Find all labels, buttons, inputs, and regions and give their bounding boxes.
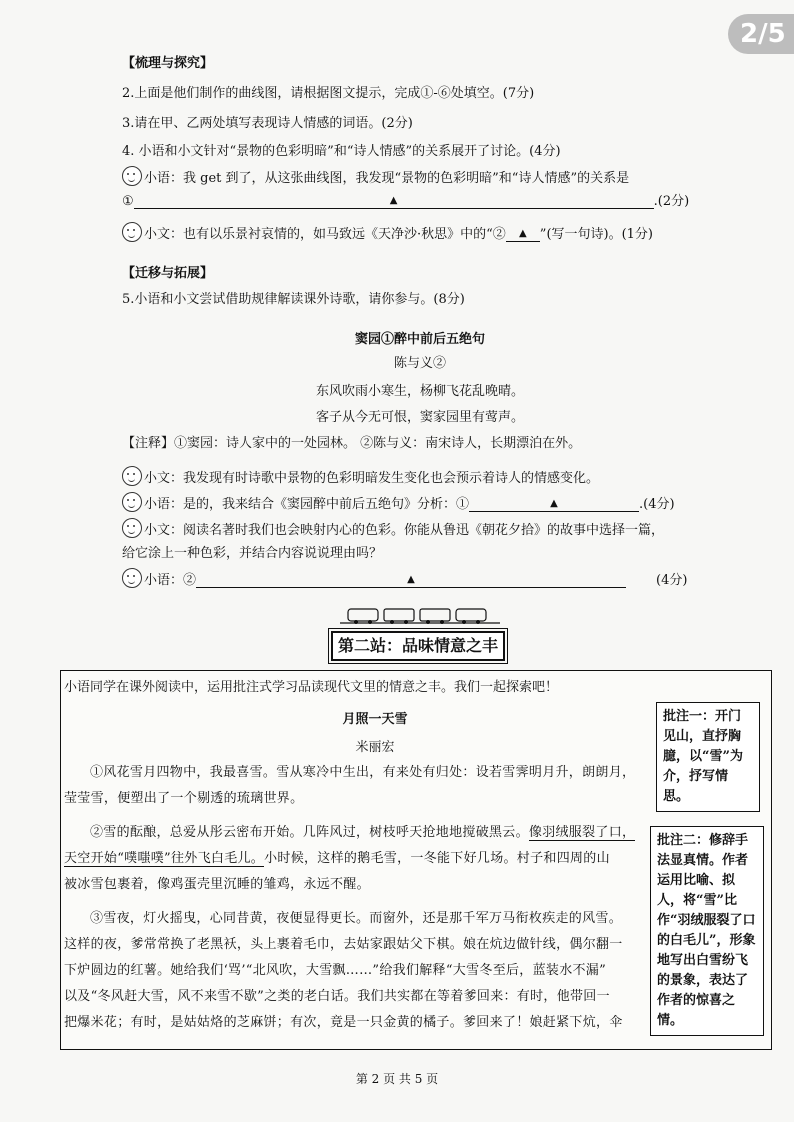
train-icon bbox=[340, 603, 500, 625]
essay-text: ②雪的酝酿，总爱从彤云密布开始。几阵风过，树枝呼天抢地地搅破黑云。 bbox=[90, 825, 529, 840]
poem-title: 窦园①醉中前后五绝句 bbox=[354, 332, 485, 347]
essay-line: ③雪夜，灯火摇曳，心同昔黄，夜便显得更长。而窗外，还是那千军万马衔枚疾走的风雪。 bbox=[90, 911, 623, 926]
xiaoyu-avatar-icon bbox=[122, 568, 142, 588]
underlined-sentence: 像羽绒服裂了口， bbox=[528, 825, 636, 840]
answer-blank-4[interactable] bbox=[196, 572, 626, 588]
poem-line-1: 东风吹雨小寒生，杨柳飞花乱晚晴。 bbox=[315, 384, 524, 399]
blank-marker: ▲ bbox=[550, 498, 558, 509]
essay-line: 以及“冬风赶大雪，风不来雪不歇”之类的老白话。我们共实都在等着爹回来：有时，他带回一 bbox=[64, 989, 610, 1004]
answer-blank-3[interactable] bbox=[469, 496, 639, 512]
essay-line: 把爆米花；有时，是姑姑烙的芝麻饼；有次，竟是一只金黄的橘子。爹回来了！娘赶紧下炕，伞 bbox=[64, 1015, 623, 1030]
xiaowen-text-tail: ”(写一句诗)。(1分) bbox=[539, 227, 654, 242]
xiaoyu-text: 小语：我 get 到了，从这张曲线图，我发现“景物的色彩明暗”和“诗人情感”的关系是 bbox=[144, 171, 630, 186]
xiaowen-text: 小文：也有以乐景衬哀情的，如马致远《天净沙·秋思》中的“ bbox=[144, 227, 493, 242]
answer-blank-1[interactable] bbox=[134, 193, 654, 209]
blank-marker: ▲ bbox=[407, 574, 415, 585]
answer-blank-2[interactable] bbox=[506, 226, 540, 242]
essay-line bbox=[64, 820, 638, 846]
poem-annotation: 【注释】①窦园：诗人家中的一处园林。 ②陈与义：南宋诗人，长期漂泊在外。 bbox=[122, 436, 582, 451]
section-heading-transfer: 【迁移与拓展】 bbox=[122, 266, 214, 281]
essay-line: 被冰雪包裹着，像鸡蛋壳里沉睡的雏鸡，永远不醒。 bbox=[64, 877, 370, 892]
question-5: 5.小语和小文尝试借助规律解读课外诗歌，请你参与。(8分) bbox=[122, 292, 465, 307]
xiaoyu-dialogue-3 bbox=[122, 568, 687, 588]
blank-marker: ▲ bbox=[518, 228, 527, 239]
xiaowen-avatar-icon bbox=[122, 466, 142, 486]
question-2: 2.上面是他们制作的曲线图，请根据图文提示，完成①-⑥处填空。(7分) bbox=[122, 86, 535, 101]
blank-number: ① bbox=[122, 194, 134, 209]
essay-paragraph-2 bbox=[64, 820, 638, 898]
underlined-sentence: 天空开始“噗嗤噗”往外飞白毛儿。 bbox=[64, 851, 265, 866]
xiaowen-avatar-icon bbox=[122, 222, 142, 242]
dialogue-text: 小语：② bbox=[144, 573, 197, 588]
dialogue-text: 小文：我发现有时诗歌中景物的色彩明暗发生变化也会预示着诗人的情感变化。 bbox=[144, 471, 600, 486]
essay-text: 小时候，这样的鹅毛雪，一冬能下好几场。村子和四周的山 bbox=[264, 851, 610, 866]
essay-line: 莹莹雪，便塑出了一个剔透的琉璃世界。 bbox=[64, 791, 304, 806]
score-label: .(2分) bbox=[653, 194, 690, 209]
page-footer: 第 2 页 共 5 页 bbox=[355, 1072, 439, 1086]
xiaowen-dialogue-2 bbox=[122, 466, 599, 486]
xiaowen-dialogue-3 bbox=[122, 518, 664, 538]
annotation-box-2: 批注二：修辞手法显真情。作者运用比喻、拟人，将“雪”比作“羽绒服裂了口的白毛儿”，形象地写出白雪纷飞的景象，表达了作者的惊喜之情。 bbox=[650, 826, 764, 1036]
xiaoyu-avatar-icon bbox=[122, 166, 142, 186]
annotation-box-1: 批注一：开门见山，直抒胸臆，以“雪”为介，抒写情思。 bbox=[656, 702, 760, 812]
dialogue-text: 小文：阅读名著时我们也会映射内心的色彩。你能从鲁迅《朝花夕拾》的故事中选择一篇， bbox=[144, 523, 665, 538]
section-heading-sort-explore: 【梳理与探究】 bbox=[122, 56, 214, 71]
essay-line bbox=[64, 846, 638, 872]
score-label: (4分) bbox=[656, 573, 688, 588]
poem-line-2: 客子从今无可恨，窦家园里有莺声。 bbox=[315, 410, 524, 425]
xiaowen-dialogue-3-cont: 给它涂上一种色彩，并结合内容说说理由吗？ bbox=[122, 546, 383, 561]
question-4: 4. 小语和小文针对“景物的色彩明暗”和“诗人情感”的关系展开了讨论。(4分) bbox=[122, 144, 561, 159]
blank-number: ② bbox=[492, 227, 506, 242]
xiaoyu-dialogue-2 bbox=[122, 492, 675, 512]
score-label: .(4分) bbox=[639, 497, 675, 512]
essay-author: 米丽宏 bbox=[355, 740, 395, 755]
poem-author: 陈与义② bbox=[393, 356, 446, 371]
essay-paragraph-1 bbox=[64, 760, 638, 812]
dialogue-text: 小语：是的，我来结合《窦园醉中前后五绝句》分析：① bbox=[144, 497, 470, 512]
xiaowen-avatar-icon bbox=[122, 518, 142, 538]
essay-intro: 小语同学在课外阅读中，运用批注式学习品读现代文里的情意之丰。我们一起探索吧！ bbox=[64, 680, 559, 695]
answer-blank-1-row bbox=[122, 190, 689, 209]
essay-paragraph-3 bbox=[64, 906, 638, 1036]
xiaoyu-avatar-icon bbox=[122, 492, 142, 512]
essay-line: 下炉圆边的红薯。她给我们‘骂’“北风吹，大雪飘……”给我们解释“大雪冬至后，蓝装水不漏” bbox=[64, 963, 607, 978]
blank-marker: ▲ bbox=[389, 195, 398, 206]
essay-title: 月照一天雪 bbox=[342, 712, 408, 727]
station-2-title: 第二站：品味情意之丰 bbox=[331, 631, 505, 661]
page-indicator: 2/5 bbox=[728, 14, 794, 54]
xiaoyu-dialogue-1 bbox=[122, 166, 629, 186]
essay-line: 这样的夜，爹常常换了老黑袄，头上裹着毛巾，去姑家跟姑父下棋。娘在炕边做针线，偶尔翻一 bbox=[64, 937, 623, 952]
essay-line: ①风花雪月四物中，我最喜雪。雪从寒冷中生出，有来处有归处：设若雪霁明月升，朗朗月， bbox=[90, 765, 636, 780]
question-3: 3.请在甲、乙两处填写表现诗人情感的词语。(2分) bbox=[122, 116, 413, 131]
xiaowen-dialogue-1 bbox=[122, 222, 653, 242]
